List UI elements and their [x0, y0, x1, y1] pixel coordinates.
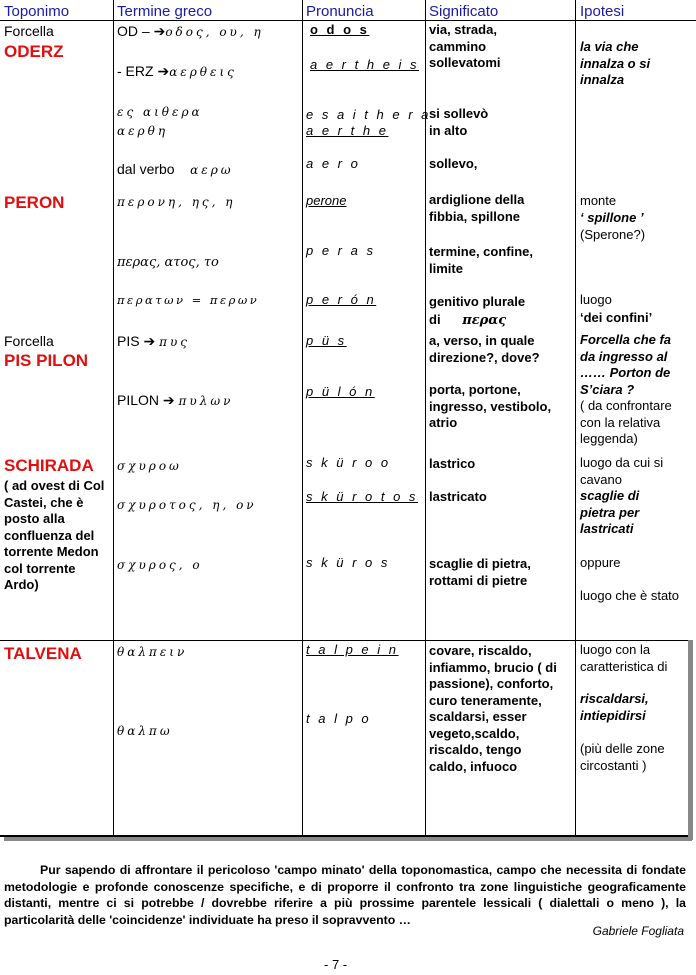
oderz-pron-4: a e r t h e — [306, 123, 389, 138]
peron-hyp-2b: ‘dei confini’ — [580, 310, 653, 325]
oderz-prefix: Forcella — [4, 23, 54, 39]
schirada-term-3: σχυρος, ο — [117, 558, 203, 572]
arrow-icon: ➔ — [143, 333, 156, 349]
oderz-meaning-1: via, strada, cammino sollevatomi — [429, 22, 501, 70]
peron-meaning-1: ardiglione della fibbia, spillone — [429, 192, 525, 224]
talvena-term-2: θαλπω — [117, 724, 173, 738]
schirada-hyp-1: luogo da cui si cavano — [580, 455, 664, 487]
schirada-meaning-1: lastrico — [429, 456, 476, 471]
peron-meaning-3a: genitivo plurale — [429, 294, 526, 309]
header-pronuncia: Pronuncia — [306, 3, 374, 20]
talvena-pron-1: t a l p e i n — [306, 642, 399, 657]
column-divider — [113, 0, 114, 835]
peron-term-2: περας, ατος, το — [117, 255, 219, 270]
table-shadow — [4, 837, 692, 841]
talvena-name: TALVENA — [4, 644, 82, 663]
oderz-term-1: OD – ➔οδος, ου, η — [117, 23, 264, 39]
pis-pron-1: p ü s — [306, 333, 347, 348]
peron-pron-3: p e r ó n — [306, 292, 377, 307]
arrow-icon: ➔ — [157, 63, 170, 79]
oderz-term-2: - ERZ ➔αερθεις — [117, 63, 237, 79]
talvena-hyp-2: riscaldarsi, intiepidirsi — [580, 691, 649, 723]
talvena-meaning: covare, riscaldo, infiammo, brucio ( di passione), conforto, curo teneramente, scaldarsi, esser vegeto,scaldo, riscaldo, tengo caldo, infuoco — [429, 643, 557, 774]
schirada-pron-1: s k ü r o o — [306, 455, 391, 470]
author-signature: Gabriele Fogliata — [592, 924, 684, 938]
oderz-pron-1: o d o s — [310, 22, 370, 37]
pis-meaning-2: porta, portone, ingresso, vestibolo, atrio — [429, 382, 552, 430]
oderz-pron-5: a e r o — [306, 156, 361, 171]
schirada-note: ( ad ovest di Col Castei, che è posto alla confluenza del torrente Medon col torrente Ardo) — [4, 478, 105, 592]
schirada-meaning-2: lastricato — [429, 489, 487, 504]
header-significato: Significato — [429, 3, 499, 20]
oderz-term-4: αερθη — [117, 124, 169, 138]
talvena-term-1: θαλπειν — [117, 645, 188, 659]
peron-hyp-1b: ‘ spillone ’ — [580, 210, 644, 225]
header-termine: Termine greco — [117, 3, 213, 20]
column-divider — [425, 0, 426, 835]
oderz-pron-2: a e r t h e i s — [310, 57, 420, 72]
oderz-meaning-3: in alto — [429, 123, 468, 138]
peron-hyp-1c: (Sperone?) — [580, 227, 646, 242]
pis-pron-2: p ü l ó n — [306, 384, 375, 399]
oderz-meaning-2: si sollevò — [429, 106, 489, 121]
pis-name: PIS PILON — [4, 351, 89, 370]
peron-pron-1: perone — [306, 193, 347, 208]
schirada-hyp-3: oppure — [580, 555, 621, 570]
pis-meaning-1: a, verso, in quale direzione?, dove? — [429, 333, 540, 365]
oderz-term-5: dal verbo αερω — [117, 161, 234, 177]
peron-term-1: περονη, ης, η — [117, 195, 236, 209]
schirada-hyp-4: luogo che è stato — [580, 588, 680, 603]
talvena-pron-2: t a l p o — [306, 711, 372, 726]
talvena-hyp-1: luogo con la caratteristica di — [580, 642, 668, 674]
column-divider — [302, 0, 303, 835]
pis-term-1: PIS ➔ πυς — [117, 333, 190, 349]
peron-pron-2: p e r a s — [306, 243, 376, 258]
peron-term-3: περατων = περων — [117, 293, 260, 307]
column-divider — [575, 0, 576, 835]
pis-prefix: Forcella — [4, 333, 54, 349]
closing-paragraph: Pur sapendo di affrontare il pericoloso 'campo minato' della toponomastica, campo che necessita di fondate metodologie e profonde conoscenze specifiche, e di proporre il confronto tra zone linguistiche geograficamente distanti, mentre ci si potrebbe / dovrebbe riferire a più prossime parentele lessicali ( dialettali o meno ), la particolarità delle 'coincidenze' individuate ha preso il sopravvento … — [4, 863, 686, 927]
schirada-term-2: σχυροτος, η, ον — [117, 498, 257, 512]
header-underline — [0, 20, 696, 21]
oderz-hypothesis: la via che innalza o si innalza — [580, 39, 651, 87]
oderz-name: ODERZ — [4, 42, 64, 61]
table-right-shadow — [688, 640, 693, 840]
schirada-name: SCHIRADA — [4, 456, 94, 475]
peron-name: PERON — [4, 193, 65, 212]
peron-hyp-1a: monte — [580, 193, 617, 208]
pis-hyp-2: ( da confrontare con la relativa leggenda) — [580, 398, 672, 446]
pis-term-2: PILON ➔ πυλων — [117, 392, 234, 408]
schirada-pron-3: s k ü r o s — [306, 555, 390, 570]
peron-hyp-2a: luogo — [580, 292, 612, 307]
peron-meaning-2: termine, confine, limite — [429, 244, 534, 276]
arrow-icon: ➔ — [153, 23, 166, 39]
schirada-pron-2: s k ü r o t o s — [306, 489, 418, 504]
row-divider — [0, 640, 688, 641]
pis-hyp-1: Forcella che fa da ingresso al …… Porton de S’ciara ? — [580, 332, 672, 397]
peron-meaning-3b: di περας — [429, 312, 507, 328]
header-ipotesi: Ipotesi — [580, 3, 625, 20]
header-toponimo: Toponimo — [4, 3, 70, 20]
page-number: - 7 - — [324, 957, 348, 972]
schirada-meaning-3: scaglie di pietra, rottami di pietre — [429, 556, 531, 588]
oderz-pron-3: e s a i t h e r a — [306, 107, 431, 122]
talvena-hyp-3: (più delle zone circostanti ) — [580, 741, 665, 773]
arrow-icon: ➔ — [162, 392, 175, 408]
schirada-term-1: σχυροω — [117, 459, 182, 473]
oderz-meaning-4: sollevo, — [429, 156, 478, 171]
oderz-term-3: ες αιθερα — [117, 105, 203, 119]
schirada-hyp-2: scaglie di pietra per lastricati — [580, 488, 640, 536]
